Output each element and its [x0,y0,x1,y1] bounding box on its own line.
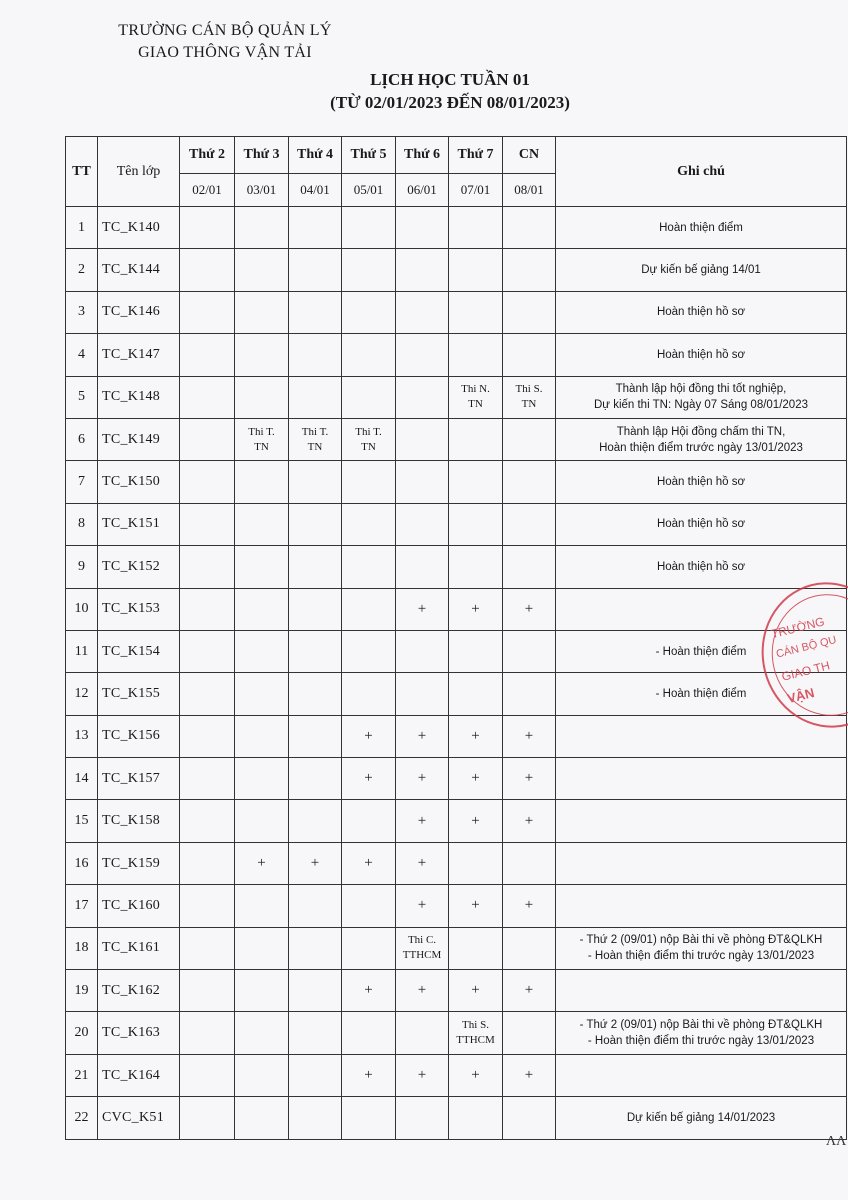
header-class-name: Tên lớp [98,137,180,207]
note-cell: Dự kiến bế giảng 14/01 [556,249,847,291]
schedule-cell [289,291,342,333]
table-row [66,207,847,249]
note-cell [556,758,847,800]
table-row [66,588,847,630]
schedule-cell [180,630,235,672]
schedule-cell [342,885,396,927]
class-name: TC_K156 [98,715,180,757]
schedule-cell [180,715,235,757]
schedule-cell: + [396,1054,449,1096]
schedule-cell [503,418,556,460]
table-row [66,800,847,842]
row-number: 1 [66,207,98,249]
table-row [66,715,847,757]
class-name: TC_K158 [98,800,180,842]
schedule-cell: + [396,885,449,927]
schedule-cell [180,927,235,969]
class-name: TC_K149 [98,418,180,460]
schedule-cell [235,461,289,503]
note-cell [556,885,847,927]
schedule-cell [449,927,503,969]
table-row [66,927,847,969]
schedule-cell [289,715,342,757]
schedule-cell: + [342,842,396,884]
schedule-cell [449,630,503,672]
schedule-cell [289,207,342,249]
class-name: TC_K150 [98,461,180,503]
header-day: Thứ 2 [180,137,235,174]
schedule-cell [289,630,342,672]
note-cell [556,842,847,884]
row-number: 10 [66,588,98,630]
table-row [66,842,847,884]
schedule-cell: Thi T. TN [342,418,396,460]
schedule-cell [503,503,556,545]
table-row [66,334,847,376]
schedule-cell [503,249,556,291]
schedule-cell [289,970,342,1012]
schedule-cell: Thi N. TN [449,376,503,418]
header-day: Thứ 4 [289,137,342,174]
schedule-cell: + [449,1054,503,1096]
schedule-cell [342,546,396,588]
class-name: TC_K147 [98,334,180,376]
schedule-cell [342,291,396,333]
schedule-cell [342,673,396,715]
table-row [66,970,847,1012]
document-title [0,68,848,114]
header-day: Thứ 5 [342,137,396,174]
table-row [66,758,847,800]
row-number: 17 [66,885,98,927]
schedule-cell: + [396,970,449,1012]
note-cell: - Thứ 2 (09/01) nộp Bài thi về phòng ĐT&QLKH - Hoàn thiện điểm thi trước ngày 13/01/2023 [556,927,847,969]
schedule-cell [180,546,235,588]
schedule-cell [449,461,503,503]
schedule-cell [396,291,449,333]
schedule-cell [396,1097,449,1139]
header-day: Thứ 7 [449,137,503,174]
stamp-text: CÁN BỘ QU [774,633,838,661]
schedule-cell [235,546,289,588]
schedule-cell [449,673,503,715]
schedule-cell: + [396,800,449,842]
header-note: Ghi chú [556,137,847,207]
schedule-cell [342,588,396,630]
row-number: 5 [66,376,98,418]
note-cell: Hoàn thiện điểm [556,207,847,249]
class-name: TC_K140 [98,207,180,249]
schedule-cell [289,376,342,418]
schedule-cell [503,842,556,884]
row-number: 11 [66,630,98,672]
schedule-cell [503,630,556,672]
schedule-cell: + [235,842,289,884]
schedule-cell [235,970,289,1012]
schedule-cell [180,207,235,249]
schedule-cell [503,673,556,715]
schedule-cell: + [449,715,503,757]
schedule-cell: + [449,800,503,842]
schedule-cell: Thi T. TN [235,418,289,460]
stamp-text: GIAO TH [780,658,832,684]
schedule-cell [180,334,235,376]
class-name: TC_K160 [98,885,180,927]
row-number: 4 [66,334,98,376]
row-number: 22 [66,1097,98,1139]
row-number: 3 [66,291,98,333]
schedule-cell: + [342,715,396,757]
schedule-cell: + [342,1054,396,1096]
class-name: TC_K161 [98,927,180,969]
schedule-cell [342,461,396,503]
class-name: TC_K162 [98,970,180,1012]
schedule-cell: + [449,885,503,927]
schedule-cell [396,673,449,715]
table-row [66,1054,847,1096]
class-name: TC_K153 [98,588,180,630]
schedule-cell [289,503,342,545]
schedule-cell [342,630,396,672]
schedule-cell [180,249,235,291]
schedule-cell [235,1054,289,1096]
class-name: TC_K154 [98,630,180,672]
row-number: 21 [66,1054,98,1096]
schedule-cell [180,1097,235,1139]
schedule-cell [449,546,503,588]
schedule-cell [503,546,556,588]
class-name: TC_K159 [98,842,180,884]
schedule-cell [180,758,235,800]
header-day: Thứ 6 [396,137,449,174]
schedule-cell [289,334,342,376]
schedule-cell [289,800,342,842]
note-cell: Hoàn thiện hồ sơ [556,503,847,545]
note-cell [556,715,847,757]
class-name: TC_K155 [98,673,180,715]
schedule-cell [289,673,342,715]
schedule-cell [235,800,289,842]
note-cell: Hoàn thiện hồ sơ [556,546,847,588]
schedule-cell: + [396,715,449,757]
schedule-cell [235,630,289,672]
schedule-cell [235,207,289,249]
schedule-cell: + [503,885,556,927]
row-number: 15 [66,800,98,842]
note-cell: - Hoàn thiện điểm [556,630,847,672]
schedule-table [65,136,847,1140]
schedule-cell [396,418,449,460]
stamp-text: VẬN [785,684,816,707]
table-row [66,1097,847,1139]
note-cell: Hoàn thiện hồ sơ [556,291,847,333]
schedule-cell: + [449,758,503,800]
note-cell: - Thứ 2 (09/01) nộp Bài thi về phòng ĐT&QLKH - Hoàn thiện điểm thi trước ngày 13/01/2023 [556,1012,847,1054]
schedule-cell: Thi C. TTHCM [396,927,449,969]
stamp-text: TRƯỜNG [769,614,826,642]
schedule-cell [396,376,449,418]
schedule-cell [289,885,342,927]
schedule-cell [180,800,235,842]
row-number: 9 [66,546,98,588]
schedule-cell: + [342,970,396,1012]
table-row [66,546,847,588]
schedule-cell [503,291,556,333]
schedule-cell [503,461,556,503]
table-row [66,376,847,418]
schedule-cell [235,1097,289,1139]
schedule-cell [289,588,342,630]
schedule-cell [235,334,289,376]
row-number: 14 [66,758,98,800]
class-name: TC_K146 [98,291,180,333]
schedule-cell [449,1097,503,1139]
row-number: 20 [66,1012,98,1054]
note-cell: Thành lập Hội đồng chấm thi TN, Hoàn thiện điểm trước ngày 13/01/2023 [556,418,847,460]
note-cell [556,970,847,1012]
schedule-cell [289,461,342,503]
schedule-cell: + [449,970,503,1012]
schedule-cell [449,249,503,291]
schedule-cell [449,291,503,333]
header-day: CN [503,137,556,174]
schedule-cell [449,503,503,545]
school-name-line2: GIAO THÔNG VẬN TẢI [138,44,312,61]
schedule-cell: + [503,758,556,800]
note-cell: - Hoàn thiện điểm [556,673,847,715]
header-row [66,137,847,174]
schedule-cell: + [503,800,556,842]
row-number: 12 [66,673,98,715]
class-name: TC_K152 [98,546,180,588]
schedule-cell [342,1012,396,1054]
schedule-cell [449,207,503,249]
note-cell: Thành lập hội đồng thi tốt nghiệp, Dự kiến thi TN: Ngày 07 Sáng 08/01/2023 [556,376,847,418]
schedule-cell [235,503,289,545]
class-name: TC_K164 [98,1054,180,1096]
schedule-cell: + [289,842,342,884]
schedule-cell [503,927,556,969]
header-date: 07/01 [449,174,503,207]
header-date: 08/01 [503,174,556,207]
schedule-cell [342,249,396,291]
schedule-cell [396,1012,449,1054]
schedule-cell: + [396,588,449,630]
schedule-cell [289,249,342,291]
schedule-cell [235,249,289,291]
schedule-cell [396,207,449,249]
schedule-cell [503,1097,556,1139]
class-name: TC_K151 [98,503,180,545]
schedule-cell: + [503,715,556,757]
table-row [66,673,847,715]
note-cell: Hoàn thiện hồ sơ [556,461,847,503]
table-row [66,291,847,333]
class-name: TC_K163 [98,1012,180,1054]
note-cell: Dự kiến bế giảng 14/01/2023 [556,1097,847,1139]
class-name: TC_K157 [98,758,180,800]
header-tt: TT [66,137,98,207]
schedule-cell [396,249,449,291]
row-number: 2 [66,249,98,291]
school-name [75,20,375,64]
row-number: 18 [66,927,98,969]
schedule-cell [235,376,289,418]
corner-mark: ΛΛ [826,1134,847,1149]
schedule-cell [180,673,235,715]
schedule-cell [235,927,289,969]
row-number: 19 [66,970,98,1012]
schedule-cell: + [449,588,503,630]
schedule-cell [342,334,396,376]
schedule-cell: Thi S. TTHCM [449,1012,503,1054]
schedule-cell [180,970,235,1012]
row-number: 8 [66,503,98,545]
row-number: 13 [66,715,98,757]
schedule-cell [342,376,396,418]
table-row [66,885,847,927]
school-name-line1: TRƯỜNG CÁN BỘ QUẢN LÝ [118,22,332,39]
schedule-cell [396,630,449,672]
schedule-cell [235,673,289,715]
schedule-cell [396,334,449,376]
header-date: 04/01 [289,174,342,207]
schedule-cell [235,1012,289,1054]
schedule-cell: + [503,1054,556,1096]
schedule-cell: Thi S. TN [503,376,556,418]
row-number: 7 [66,461,98,503]
schedule-cell [342,800,396,842]
schedule-cell [235,588,289,630]
schedule-cell [180,291,235,333]
schedule-cell [396,546,449,588]
title-line2: (TỪ 02/01/2023 ĐẾN 08/01/2023) [330,93,570,112]
schedule-cell [235,715,289,757]
schedule-cell [180,461,235,503]
schedule-cell [235,291,289,333]
schedule-cell [503,1012,556,1054]
title-line1: LỊCH HỌC TUẦN 01 [370,70,530,89]
schedule-cell: Thi T. TN [289,418,342,460]
table-row [66,418,847,460]
schedule-cell: + [396,842,449,884]
schedule-cell [180,1012,235,1054]
header-date: 02/01 [180,174,235,207]
schedule-cell [342,1097,396,1139]
table-row [66,630,847,672]
header-date: 05/01 [342,174,396,207]
note-cell [556,800,847,842]
table-row [66,461,847,503]
schedule-cell [235,758,289,800]
schedule-cell [180,588,235,630]
note-cell: Hoàn thiện hồ sơ [556,334,847,376]
row-number: 6 [66,418,98,460]
table-row [66,249,847,291]
schedule-cell [449,842,503,884]
schedule-body [66,207,847,1140]
row-number: 16 [66,842,98,884]
schedule-cell [235,885,289,927]
schedule-cell [180,842,235,884]
class-name: TC_K148 [98,376,180,418]
schedule-cell [342,207,396,249]
schedule-cell [180,418,235,460]
header-date: 03/01 [235,174,289,207]
schedule-cell [289,927,342,969]
schedule-cell [289,1012,342,1054]
schedule-cell [396,503,449,545]
schedule-cell [289,1054,342,1096]
schedule-cell [180,503,235,545]
class-name: TC_K144 [98,249,180,291]
schedule-cell [180,376,235,418]
schedule-cell [503,207,556,249]
schedule-cell [342,503,396,545]
schedule-cell [342,927,396,969]
schedule-cell [180,1054,235,1096]
table-row [66,1012,847,1054]
schedule-cell [449,418,503,460]
schedule-cell [289,758,342,800]
note-cell [556,588,847,630]
header-date: 06/01 [396,174,449,207]
schedule-cell [503,334,556,376]
schedule-cell: + [396,758,449,800]
table-row [66,503,847,545]
schedule-cell [289,546,342,588]
schedule-cell [289,1097,342,1139]
class-name: CVC_K51 [98,1097,180,1139]
schedule-cell [449,334,503,376]
schedule-cell: + [342,758,396,800]
schedule-cell: + [503,588,556,630]
note-cell [556,1054,847,1096]
schedule-cell: + [503,970,556,1012]
schedule-cell [396,461,449,503]
header-day: Thứ 3 [235,137,289,174]
schedule-cell [180,885,235,927]
